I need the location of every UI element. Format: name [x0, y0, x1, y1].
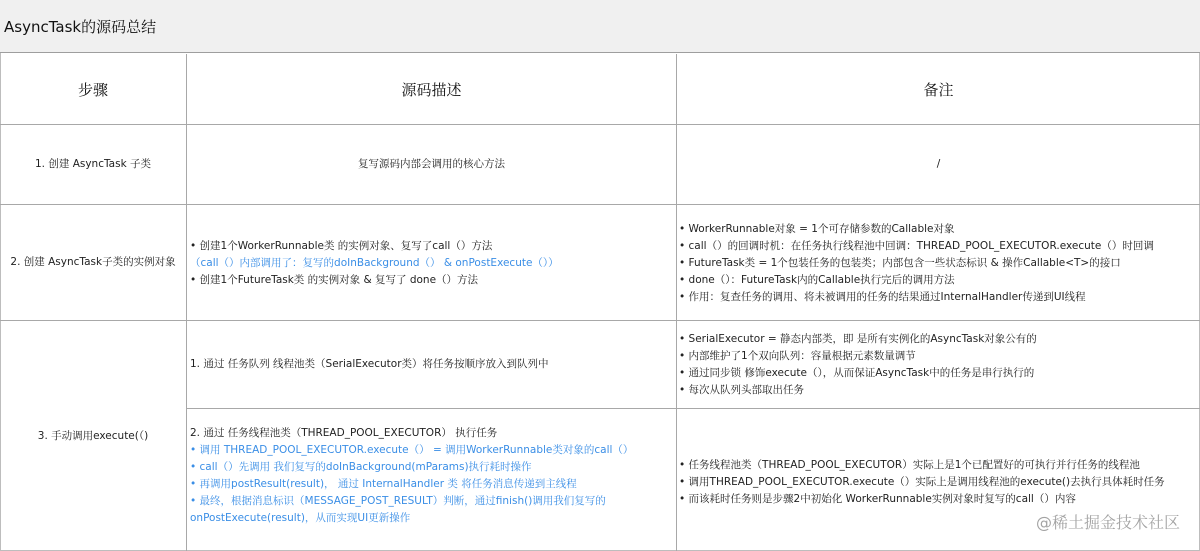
subrow-divider	[186, 408, 1200, 409]
list-item: （call（）内部调用了：复写的doInBackground（） & onPostExecute（））	[190, 257, 559, 269]
list-item: onPostExecute(result)，从而实现UI更新操作	[190, 512, 411, 524]
row3-step: 3. 手动调用execute(（)	[37, 429, 149, 442]
row2-note	[679, 221, 1154, 306]
row3-sub1-desc: 1. 通过 任务队列 线程池类（SerialExecutor类）将任务按顺序放入到队列中	[190, 358, 549, 370]
list-item: • 再调用postResult(result)， 通过 InternalHandler 类 将任务消息传递到主线程	[190, 478, 577, 490]
list-item: • 通过同步锁 修饰execute（），从而保证AsyncTask中的任务是串行执行的	[679, 367, 1035, 379]
row1-desc: 复写源码内部会调用的核心方法	[358, 158, 505, 170]
row2-step: 2. 创建 AsyncTask子类的实例对象	[10, 256, 176, 268]
list-item: 2. 通过 任务线程池类（THREAD_POOL_EXECUTOR） 执行任务	[190, 427, 498, 439]
row1-note: /	[936, 158, 941, 170]
header-step: 步骤	[77, 80, 108, 99]
header-desc: 源码描述	[401, 80, 462, 99]
row3-sub2-note	[679, 457, 1165, 508]
list-item: • 创建1个FutureTask类 的实例对象 & 复写了 done（）方法	[190, 274, 479, 286]
list-item: • 作用：复查任务的调用、将未被调用的任务的结果通过InternalHandler传递到UI线程	[679, 291, 1086, 303]
list-item: • 创建1个WorkerRunnable类 的实例对象、复写了call（）方法	[190, 240, 493, 252]
list-item: • call（）的回调时机：在任务执行线程池中回调：THREAD_POOL_EXECUTOR.execute（）时回调	[679, 240, 1154, 252]
row2-desc	[190, 238, 559, 289]
list-item: • 任务线程池类（THREAD_POOL_EXECUTOR）实际上是1个已配置好的可执行并行任务的线程池	[679, 459, 1140, 471]
list-item: • WorkerRunnable对象 = 1个可存储参数的Callable对象	[679, 223, 955, 235]
list-item: • 最终，根据消息标识（MESSAGE_POST_RESULT）判断，通过finish()调用我们复写的	[190, 495, 606, 507]
row1-step: 1. 创建 AsyncTask 子类	[35, 158, 151, 170]
list-item: • call（）先调用 我们复写的doInBackground(mParams)执行耗时操作	[190, 461, 532, 473]
list-item: • 调用THREAD_POOL_EXECUTOR.execute（）实际上是调用线程池的execute()去执行具体耗时任务	[679, 476, 1165, 488]
table-title: AsyncTask的源码总结	[4, 18, 157, 36]
list-item: • FutureTask类 = 1个包装任务的包装类；内部包含一些状态标识 & 操作Callable<T>的接口	[679, 257, 1121, 269]
watermark	[1036, 510, 1180, 533]
header-note: 备注	[923, 80, 954, 99]
row3-sub2-desc	[190, 425, 633, 527]
row3-sub1-note	[679, 331, 1037, 399]
watermark-text: @稀土掘金技术社区	[1035, 513, 1180, 532]
list-item: • done（）：FutureTask内的Callable执行完后的调用方法	[679, 274, 955, 286]
table-title-bar	[0, 0, 1200, 53]
list-item: • 而该耗时任务则是步骤2中初始化 WorkerRunnable实例对象时复写的call（）内容	[679, 493, 1076, 505]
list-item: • 内部维护了1个双向队列：容量根据元素数量调节	[679, 350, 916, 362]
list-item: • 调用 THREAD_POOL_EXECUTOR.execute（） = 调用WorkerRunnable类对象的call（）	[190, 444, 634, 456]
list-item: • SerialExecutor = 静态内部类，即 是所有实例化的AsyncTask对象公有的	[679, 333, 1037, 345]
list-item: • 每次从队列头部取出任务	[679, 384, 805, 396]
